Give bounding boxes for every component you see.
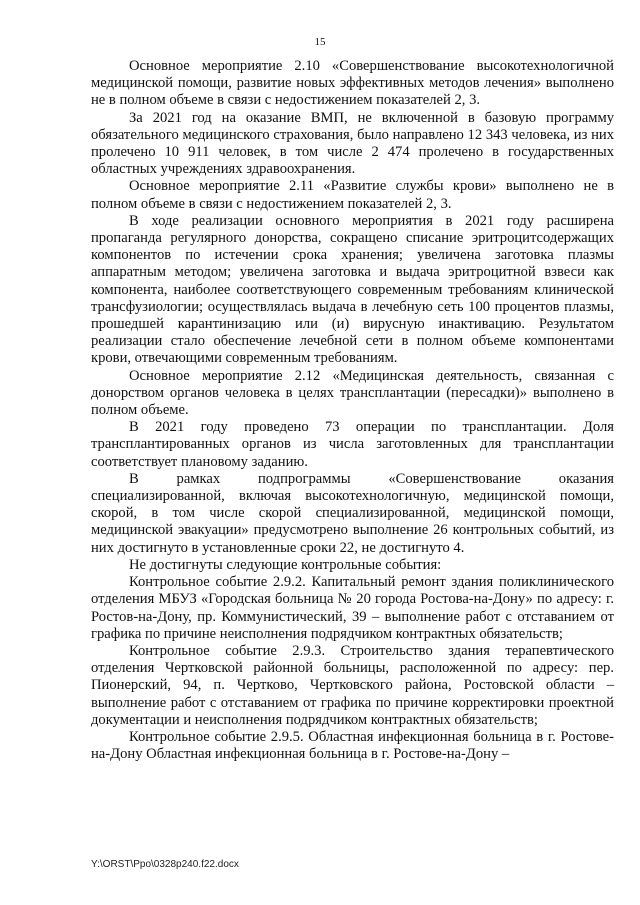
paragraph: Не достигнуты следующие контрольные события: — [129, 556, 442, 573]
paragraph: За 2021 год на оказание ВМП, не включенной в базовую программу обязательного медицинского страхования, было направлено 12 343 человека, из них пролечено 10 911 человек, в том числе 2 474 пролечено в государственных областных учреждениях здравоохранения. — [91, 109, 614, 178]
paragraph: Основное мероприятие 2.12 «Медицинская деятельность, связанная с донорством органов человека в целях трансплантации (пересадки)» выполнено в полном объеме. — [91, 367, 614, 419]
document-body — [91, 58, 614, 763]
paragraph: Контрольное событие 2.9.3. Строительство здания терапевтического отделения Чертковской районной больницы, расположенной по адресу: пер. Пионерский, 94, п. Чертково, Чертковского района, Ростовской области – выполнение работ с отставанием от графика по причине корректировки проектной документации и неисполнения подрядчиком контрактных обязательств; — [91, 642, 614, 728]
paragraph: Контрольное событие 2.9.5. Областная инфекционная больница в г. Ростове-на-Дону Областная инфекционная больница в г. Ростове-на-Дону – — [91, 728, 614, 763]
footer-file-path: Y:\ORST\Ppo\0328p240.f22.docx — [91, 859, 239, 870]
paragraph: Основное мероприятие 2.10 «Совершенствование высокотехнологичной медицинской помощи, развитие новых эффективных методов лечения» выполнено не в полном объеме в связи с недостижением показателей 2, 3. — [91, 58, 614, 109]
paragraph: Основное мероприятие 2.11 «Развитие службы крови» выполнено не в полном объеме в связи с недостижением показателей 2, 3. — [91, 178, 614, 212]
paragraph: В 2021 году проведено 73 операции по трансплантации. Доля трансплантированных органов из числа заготовленных для трансплантации соответствует плановому заданию. — [91, 419, 614, 470]
paragraph: В ходе реализации основного мероприятия в 2021 году расширена пропаганда регулярного донорства, сокращено списание эритроцитсодержащих компонентов по истечении срока хранения; увеличена заготовка плазмы аппаратным методом; увеличена заготовка и выдача эритроцитной взвеси как компонента, наиболее соответствующего современным требованиям клинической трансфузиологии; осуществлялась выдача в лечебную сеть 100 процентов плазмы, прошедшей карантинизацию или (и) вирусную инактивацию. Результатом реализации стало обеспечение лечебной сети в полном объеме компонентами крови, отвечающими современным требованиям. — [91, 212, 614, 367]
page-number: 15 — [314, 36, 326, 48]
paragraph: В рамках подпрограммы «Совершенствование оказания специализированной, включая высокотехнологичную, медицинской помощи, скорой, в том числе скорой специализированной, медицинской помощи, медицинской эвакуации» предусмотрено выполнение 26 контрольных событий, из них достигнуто в установленные сроки 22, не достигнуто 4. — [91, 470, 614, 556]
paragraph: Контрольное событие 2.9.2. Капитальный ремонт здания поликлинического отделения МБУЗ «Городская больница № 20 города Ростова-на-Дону» по адресу: г. Ростов-на-Дону, пр. Коммунистический, 39 – выполнение работ с отставанием от графика по причине неисполнения подрядчиком контрактных обязательств; — [91, 574, 614, 642]
